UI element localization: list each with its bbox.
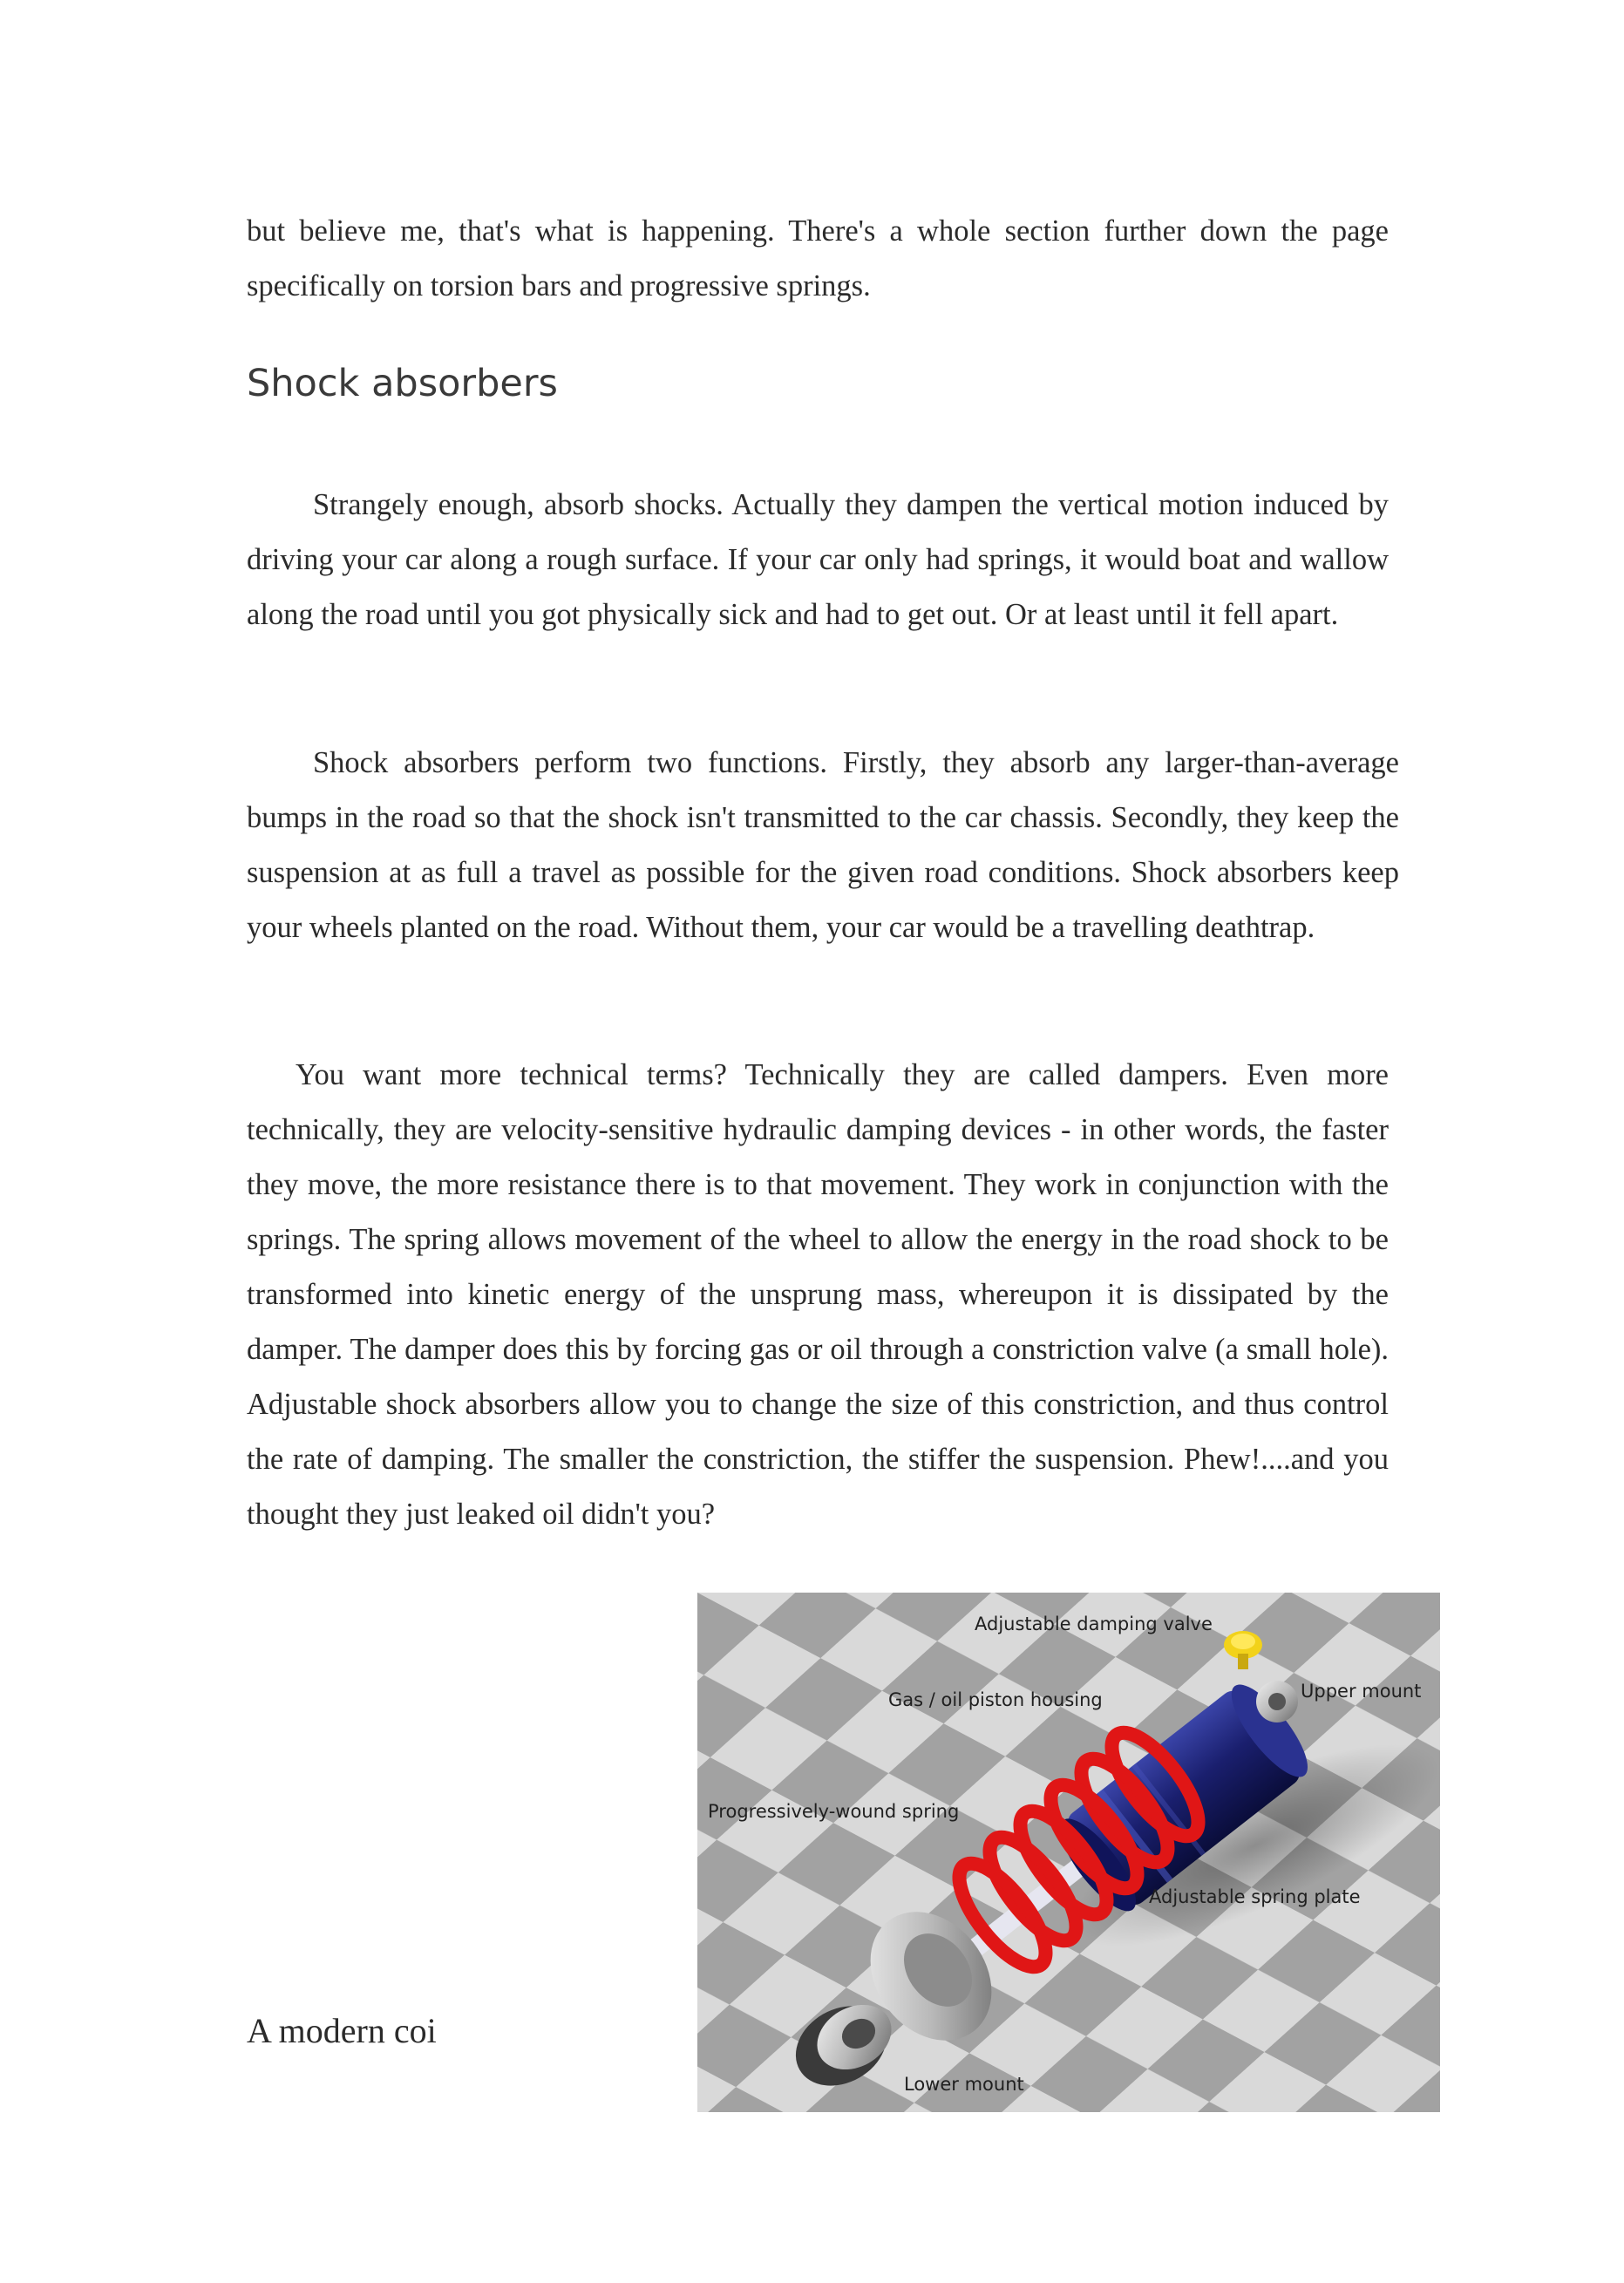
label-damping-valve: Adjustable damping valve: [975, 1614, 1213, 1634]
paragraph-3: You want more technical terms? Technically they are called dampers. Even more technically, they are velocity-sensitive hydraulic damping devices - in other words, the faster they move, the more resistance there is to that movement. They work in conjunction with the springs. The spring allows movement of the wheel to allow the energy in the road shock to be transformed into kinetic energy of the unsprung mass, whereupon it is dissipated by the damper. The damper does this by forcing gas or oil through a constriction valve (a small hole). Adjustable shock absorbers allow you to change the size of this constriction, and thus control the rate of damping. The smaller the constriction, the stiffer the suspension. Phew!....and you thought they just leaked oil didn't you?: [247, 1058, 1389, 1531]
section-heading: Shock absorbers: [247, 362, 558, 405]
shock-absorber-figure: [697, 1593, 1440, 2112]
shock-absorber-illustration: [697, 1593, 1440, 2112]
paragraph-2: Shock absorbers perform two functions. Firstly, they absorb any larger-than-average bumps in the road so that the shock isn't transmitted to the car chassis. Secondly, they keep the suspension at as full a travel as possible for the given road conditions. Shock absorbers keep your wheels planted on the road. Without them, your car would be a travelling deathtrap.: [247, 746, 1399, 944]
label-spring: Progressively-wound spring: [708, 1801, 960, 1822]
intro-paragraph: but believe me, that's what is happening. There's a whole section further down the page specifically on torsion bars and progressive springs.: [247, 214, 1389, 302]
upper-mount-part: [1256, 1681, 1298, 1722]
figure-caption: A modern coi: [247, 2011, 437, 2050]
label-piston-housing: Gas / oil piston housing: [888, 1689, 1103, 1710]
label-upper-mount: Upper mount: [1301, 1681, 1422, 1702]
label-spring-plate: Adjustable spring plate: [1149, 1886, 1361, 1907]
label-lower-mount: Lower mount: [904, 2074, 1024, 2095]
paragraph-1: Strangely enough, absorb shocks. Actually they dampen the vertical motion induced by driving your car along a rough surface. If your car only had springs, it would boat and wallow along the road until you got physically sick and had to get out. Or at least until it fell apart.: [247, 488, 1389, 631]
